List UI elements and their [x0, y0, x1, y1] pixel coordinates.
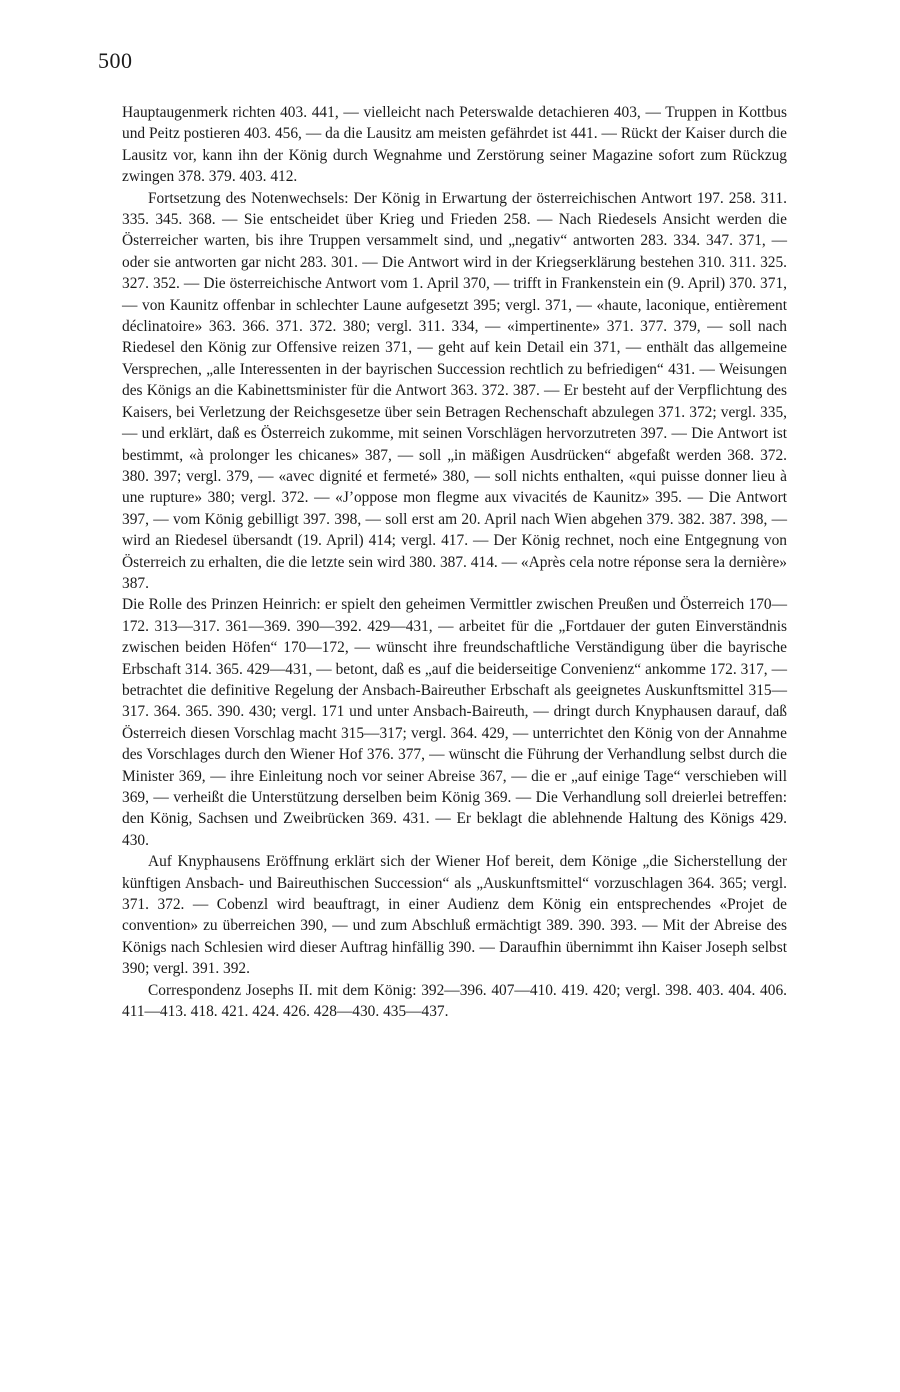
paragraph-troop-deployment: Hauptaugenmerk richten 403. 441, — vielleicht nach Peterswalde detachieren 403, — Truppen in Kottbus und Peitz postieren 403. 456, — da die Lausitz am meisten gefährdet ist 441. — Rückt der Kaiser durch die Lausitz vor, kann ihn der König durch Wegnahme und Zerstörung seiner Magazine sofort zum Rückzug zwingen 378. 379. 403. 412. — [122, 104, 787, 186]
page-number: 500 — [98, 48, 133, 73]
paragraph-prince-heinrich: Die Rolle des Prinzen Heinrich: er spielt den geheimen Vermittler zwischen Preußen und Österreich 170—172. 313—317. 361—369. 390—392. 429—431, — arbeitet für die „Fortdauer der guten Einverständnis zwischen beiden Höfen“ 170—172, — wünscht ihre freundschaftliche Verständigung über die bayrische Erbschaft 314. 365. 429—431, — betont, daß es „auf die beiderseitige Convenienz“ ankomme 172. 317, — betrachtet die definitive Regelung der Ansbach-Baireuther Erbschaft als geeignetes Auskunftsmittel 315—317. 364. 365. 390. 430; vergl. 171 und unter Ansbach-Baireuth, — dringt durch Knyphausen darauf, daß Österreich diesen Vorschlag macht 315—317; vergl. 364. 429, — unterrichtet den König von der Annahme des Vorschlages durch den Wiener Hof 376. 377, — wünscht die Führung der Verhandlung selbst durch die Minister 369, — ihre Einleitung noch vor seiner Abreise 367, — die er „auf einige Tage“ verschieben will 369, — verheißt die Unterstützung derselben beim König 369. — Die Verhandlung soll dreierlei betreffen: den König, Sachsen und Zweibrücken 369. 431. — Er beklagt die ablehnende Haltung des Königs 429. 430. — [122, 596, 787, 849]
paragraph-knyphausen-opening: Auf Knyphausens Eröffnung erklärt sich der Wiener Hof bereit, dem Könige „die Sicherstellung der künftigen Ansbach- und Baireuthischen Succession“ als „Auskunftsmittel“ vorzuschlagen 364. 365; vergl. 371. 372. — Cobenzl wird beauftragt, in einer Audienz dem König ein entsprechendes «Projet de convention» zu überreichen 390, — und zum Abschluß ermächtigt 389. 390. 393. — Mit der Abreise des Königs nach Schlesien wird dieser Auftrag hinfällig 390. — Daraufhin übernimmt ihn Kaiser Joseph selbst 390; vergl. 391. 392. — [122, 853, 787, 978]
paragraph-note-exchange: Fortsetzung des Notenwechsels: Der König in Erwartung der österreichischen Antwort 197. 258. 311. 335. 345. 368. — Sie entscheidet über Krieg und Frieden 258. — Nach Riedesels Ansicht werden die Österreicher warten, bis ihre Truppen versammelt sind, und „negativ“ antworten 283. 334. 347. 371, — oder sie antworten gar nicht 283. 301. — Die Antwort wird in der Kriegserklärung bestehen 310. 311. 325. 327. 352. — Die österreichische Antwort vom 1. April 370, — trifft in Frankenstein ein (9. April) 370. 371, — von Kaunitz offenbar in schlechter Laune aufgesetzt 395; vergl. 371, — «haute, laconique, entièrement déclinatoire» 363. 366. 371. 372. 380; vergl. 311. 334, — «impertinente» 371. 377. 379, — soll nach Riedesel den König zur Offensive reizen 371, — geht auf kein Detail ein 371, — enthält das allgemeine Versprechen, „alle Interessenten in der bayrischen Succession rechtlich zu befriedigen“ 431. — Weisungen des Königs an die Kabinettsminister für die Antwort 363. 372. 387. — Er besteht auf der Verpflichtung des Kaisers, bei Verletzung der Reichsgesetze über sein Betragen Rechenschaft abzulegen 371. 372; vergl. 335, — und erklärt, daß es Österreich zukomme, mit seinen Vorschlägen hervorzutreten 397. — Die Antwort ist bestimmt, «à prolonger les chicanes» 387, — soll „in mäßigen Ausdrücken“ abgefaßt werden 368. 372. 380. 397; vergl. 379, — «avec dignité et fermeté» 380, — soll nichts enthalten, «qui puisse donner lieu à une rupture» 380; vergl. 372. — «J’oppose mon flegme aux vivacités de Kaunitz» 395. — Die Antwort 397, — vom König gebilligt 397. 398, — soll erst am 20. April nach Wien abgehen 379. 382. 387. 398, — wird an Riedesel übersandt (19. April) 414; vergl. 417. — Der König rechnet, noch eine Entgegnung von Österreich zu erhalten, die die letzte sein wird 380. 387. 414. — «Après cela notre réponse sera la dernière» 387. — [122, 189, 787, 592]
paragraph-joseph-correspondence: Correspondenz Josephs II. mit dem König: 392—396. 407—410. 419. 420; vergl. 398. 403. 404. 406. 411—413. 418. 421. 424. 426. 428—430. 435—437. — [122, 981, 787, 1021]
index-text-body — [122, 102, 787, 1022]
